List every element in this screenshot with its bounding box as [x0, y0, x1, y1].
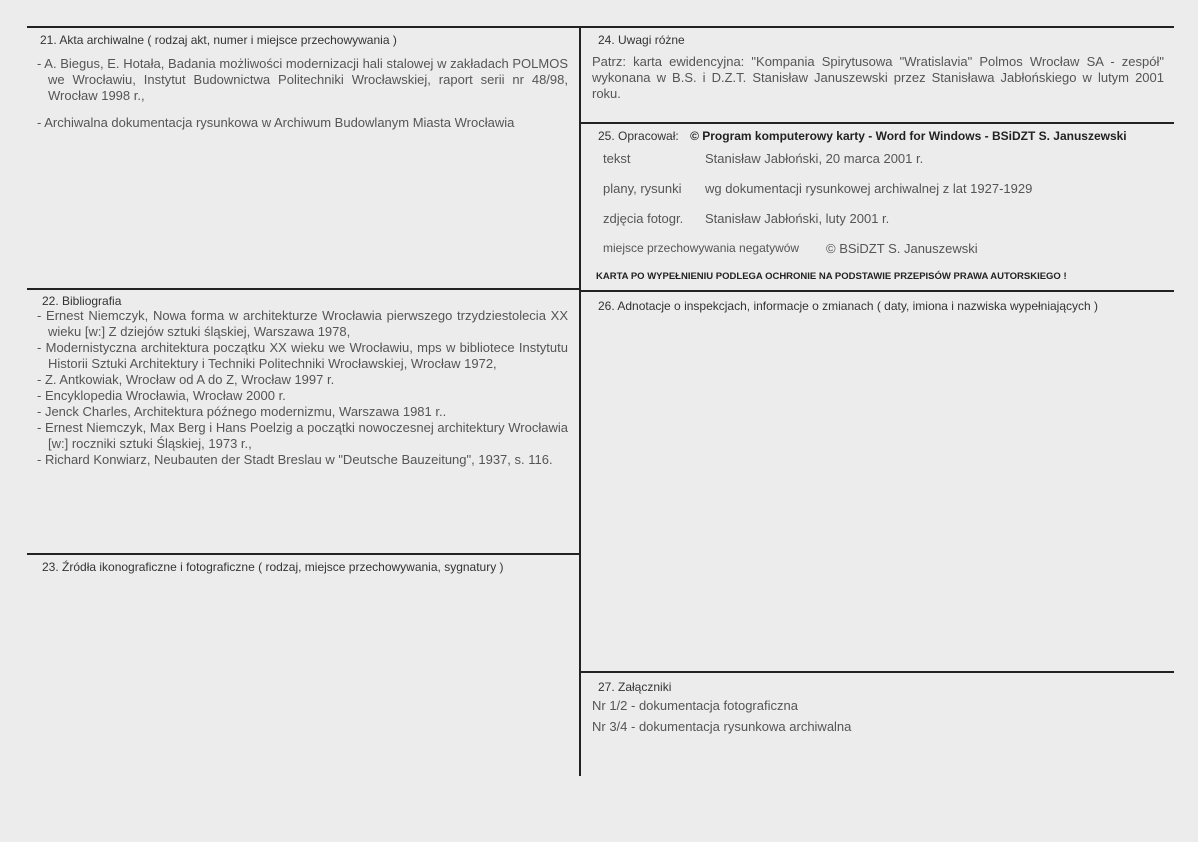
attachment-item: Nr 3/4 - dokumentacja rysunkowa archiwalna	[592, 719, 852, 734]
center-divider	[579, 26, 581, 776]
row-label: plany, rysunki	[603, 181, 682, 196]
divider-26-27	[581, 671, 1174, 673]
program-credit: © Program komputerowy karty - Word for Windows - BSiDZT S. Januszewski	[690, 129, 1127, 143]
row-label: tekst	[603, 151, 631, 166]
divider-24-25	[581, 122, 1174, 124]
section25-heading	[598, 129, 1168, 144]
row-value: © BSiDZT S. Januszewski	[826, 241, 978, 256]
section27-heading: 27. Załączniki	[598, 680, 672, 694]
list-item: - Archiwalna dokumentacja rysunkowa w Archiwum Budowlanym Miasta Wrocławia	[37, 115, 515, 130]
row-label: miejsce przechowywania negatywów	[603, 241, 800, 255]
row-value: Stanisław Jabłoński, 20 marca 2001 r.	[705, 151, 924, 166]
section24-heading: 24. Uwagi różne	[598, 33, 685, 47]
list-item: - Ernest Niemczyk, Nowa forma w architekturze Wrocławia pierwszego trzydziestolecia XX wieku [w:] Z dziejów sztuki śląskiej, Warszawa 1978,	[37, 308, 568, 339]
attachment-item: Nr 1/2 - dokumentacja fotograficzna	[592, 698, 798, 713]
divider-21-22	[27, 288, 579, 290]
list-item: - Z. Antkowiak, Wrocław od A do Z, Wrocław 1997 r.	[37, 372, 335, 387]
list-item: - Jenck Charles, Architektura późnego modernizmu, Warszawa 1981 r..	[37, 404, 447, 419]
section25-label: 25. Opracował:	[598, 129, 679, 143]
top-border	[27, 26, 1174, 28]
section23-heading: 23. Źródła ikonograficzne i fotograficzne ( rodzaj, miejsce przechowywania, sygnatury )	[42, 560, 504, 574]
row-value: wg dokumentacji rysunkowej archiwalnej z lat 1927-1929	[705, 181, 1033, 196]
row-value: Stanisław Jabłoński, luty 2001 r.	[705, 211, 890, 226]
section21-list	[37, 56, 568, 131]
list-item: - Ernest Niemczyk, Max Berg i Hans Poelzig a początki nowoczesnej architektury Wrocławia [w:] roczniki sztuki Śląskiej, 1973 r.,	[37, 420, 568, 451]
list-item: - Encyklopedia Wrocławia, Wrocław 2000 r.	[37, 388, 286, 403]
copyright-notice: KARTA PO WYPEŁNIENIU PODLEGA OCHRONIE NA PODSTAWIE PRZEPISÓW PRAWA AUTORSKIEGO !	[596, 271, 1067, 282]
divider-25-26	[581, 290, 1174, 292]
section22-heading: 22. Bibliografia	[42, 294, 122, 308]
list-item: - A. Biegus, E. Hotała, Badania możliwości modernizacji hali stalowej w zakładach POLMOS we Wrocławiu, Instytut Budownictwa Politechniki Wrocławskiej, raport serii nr 48/98, Wrocław 1998 r.,	[37, 56, 568, 103]
divider-22-23	[27, 553, 579, 555]
list-item: - Modernistyczna architektura początku XX wieku we Wrocławiu, mps w bibliotece Instytutu Historii Sztuki Architektury i Techniki Politechniki Wrocławskiej, Wrocław 1972,	[37, 340, 568, 371]
section22-list	[37, 308, 568, 468]
row-label: zdjęcia fotogr.	[603, 211, 684, 226]
list-item: - Richard Konwiarz, Neubauten der Stadt Breslau w "Deutsche Bauzeitung", 1937, s. 116.	[37, 452, 553, 467]
section24-text: Patrz: karta ewidencyjna: "Kompania Spirytusowa "Wratislavia" Polmos Wrocław SA - zespół" wykonana w B.S. i D.Z.T. Stanisław Januszewski przez Stanisława Jabłońskiego w lutym 2001 roku.	[592, 54, 1164, 101]
section26-heading: 26. Adnotacje o inspekcjach, informacje o zmianach ( daty, imiona i nazwiska wypełniających )	[598, 299, 1099, 313]
section21-heading: 21. Akta archiwalne ( rodzaj akt, numer i miejsce przechowywania )	[40, 33, 397, 47]
